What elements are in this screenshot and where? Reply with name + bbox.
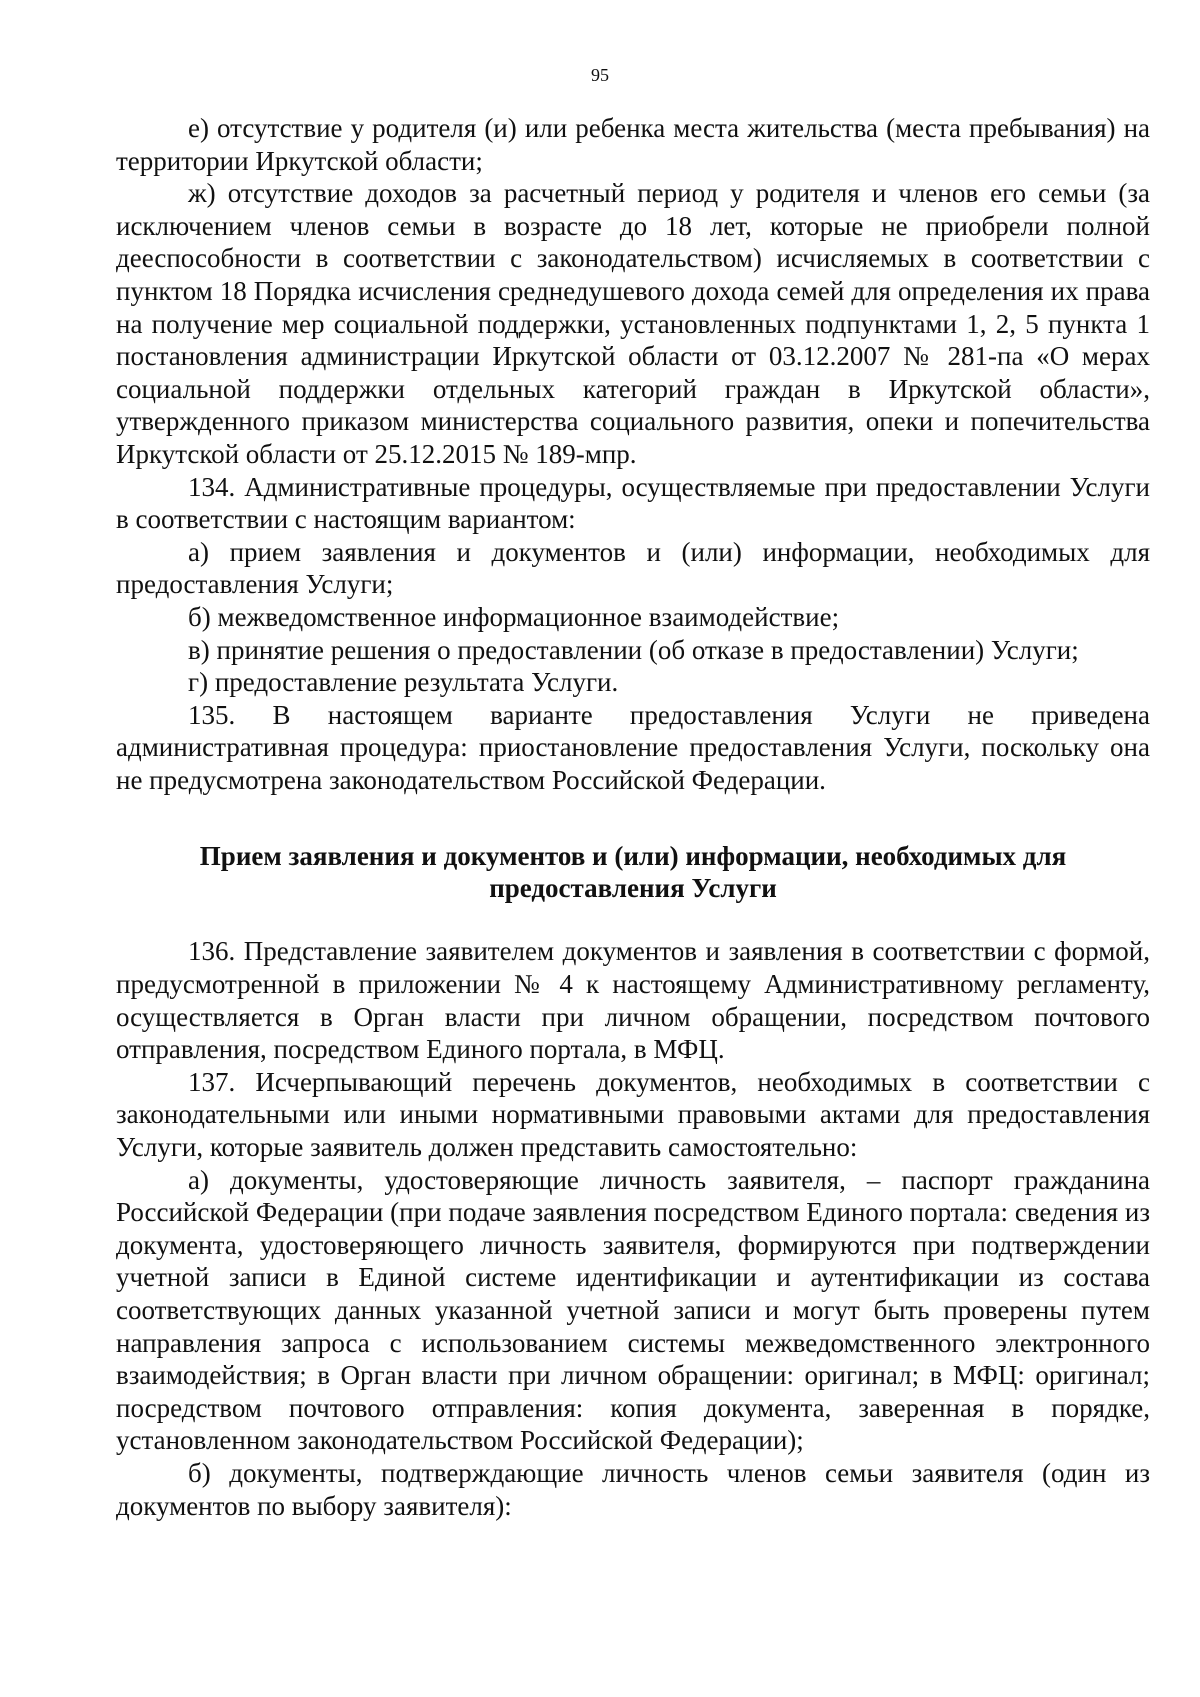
paragraph-134-v: в) принятие решения о предоставлении (об отказе в предоставлении) Услуги;	[188, 634, 1079, 665]
paragraph-136: 136. Представление заявителем документов и заявления в соответствии с формой, предусмотренной в приложении № 4 к настоящему Административному регламенту, осуществляется в Орган власти при личном обращении, посредством почтового отправления, посредством Единого портала, в МФЦ.	[116, 936, 1150, 1065]
paragraph-137-a: а) документы, удостоверяющие личность заявителя, – паспорт гражданина Российской Федерации (при подаче заявления посредством Единого портала: сведения из документа, удостоверяющего личность заявителя, формируются при подтверждении учетной записи в Единой системе идентификации и аутентификации из состава соответствующих данных указанной учетной записи и могут быть проверены путем направления запроса с использованием системы межведомственного электронного взаимодействия; в Орган власти при личном обращении: оригинал; в МФЦ: оригинал; посредством почтового отправления: копия документа, заверенная в порядке, установленном законодательством Российской Федерации);	[116, 1164, 1150, 1456]
paragraph-134-g: г) предоставление результата Услуги.	[188, 667, 619, 698]
paragraph-item-e: е) отсутствие у родителя (и) или ребенка места жительства (места пребывания) на территории Иркутской области;	[116, 113, 1150, 176]
paragraph-134-a: а) прием заявления и документов и (или) информации, необходимых для предоставления Услуги;	[116, 536, 1150, 600]
paragraph-134-b: б) межведомственное информационное взаимодействие;	[188, 601, 840, 632]
page-number: 95	[591, 65, 609, 85]
document-body	[116, 112, 1150, 1522]
section-heading-line-2: предоставления Услуги	[489, 873, 777, 904]
paragraph-134: 134. Административные процедуры, осуществляемые при предоставлении Услуги в соответствии с настоящим вариантом:	[116, 471, 1150, 535]
paragraph-137-b: б) документы, подтверждающие личность членов семьи заявителя (один из документов по выбору заявителя):	[116, 1457, 1150, 1521]
paragraph-item-zh: ж) отсутствие доходов за расчетный период у родителя и членов его семьи (за исключением членов семьи в возрасте до 18 лет, которые не приобрели полной дееспособности в соответствии с законодательством) исчисляемых в соответствии с пунктом 18 Порядка исчисления среднедушевого дохода семей для определения их права на получение мер социальной поддержки, установленных подпунктами 1, 2, 5 пункта 1 постановления администрации Иркутской области от 03.12.2007 № 281-па «О мерах социальной поддержки отдельных категорий граждан в Иркутской области», утвержденного приказом министерства социального развития, опеки и попечительства Иркутской области от 25.12.2015 № 189-мпр.	[116, 178, 1150, 469]
section-heading	[116, 840, 1150, 904]
paragraph-137: 137. Исчерпывающий перечень документов, необходимых в соответствии с законодательными или иными нормативными правовыми актами для предоставления Услуги, которые заявитель должен представить самостоятельно:	[116, 1066, 1150, 1163]
paragraph-135: 135. В настоящем варианте предоставления Услуги не приведена административная процедура: приостановление предоставления Услуги, поскольку она не предусмотрена законодательством Российской Федерации.	[116, 699, 1150, 795]
section-heading-line-1: Прием заявления и документов и (или) информации, необходимых для	[199, 841, 1067, 872]
